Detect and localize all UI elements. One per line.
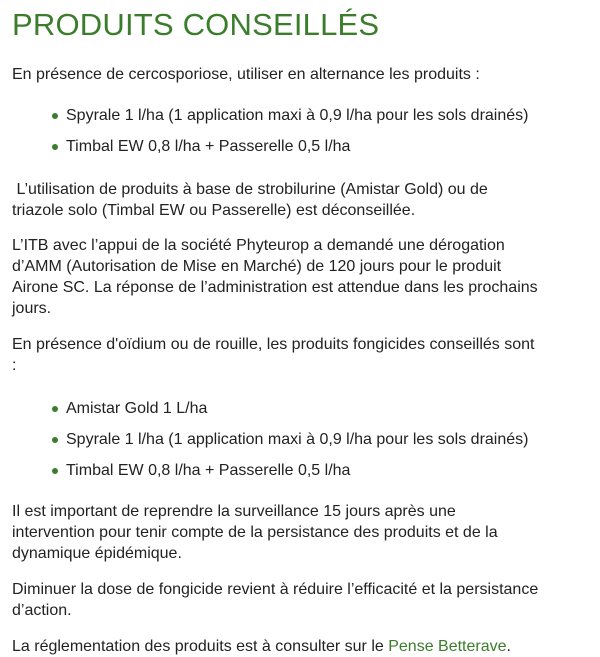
surveillance-paragraph — [12, 501, 592, 564]
bullet-dot-icon — [52, 406, 58, 412]
paragraph-line: Airone SC. La réponse de l’administration est attendue dans les prochains — [12, 279, 538, 296]
paragraph-line: jours. — [12, 300, 52, 317]
list-item-text: Amistar Gold 1 L/ha — [66, 400, 208, 417]
cercosporiose-product-list — [12, 105, 592, 167]
paragraph-line: d’action. — [12, 602, 72, 619]
list-item — [52, 136, 592, 167]
list-item-text: Timbal EW 0,8 l/ha + Passerelle 0,5 l/ha — [66, 462, 351, 479]
list-item — [52, 429, 592, 460]
strobilurine-paragraph — [12, 179, 592, 221]
itb-derogation-paragraph — [12, 235, 592, 319]
paragraph-line: Il est important de reprendre la surveillance 15 jours après une — [12, 503, 456, 520]
list-item-text: Timbal EW 0,8 l/ha + Passerelle 0,5 l/ha — [66, 138, 351, 155]
oidium-product-list — [12, 398, 592, 491]
paragraph-line: Diminuer la dose de fongicide revient à réduire l’efficacité et la persistance — [12, 581, 539, 598]
list-item-text: Spyrale 1 l/ha (1 application maxi à 0,9 l/ha pour les sols drainés) — [66, 431, 529, 448]
oidium-paragraph — [12, 334, 592, 376]
paragraph-line: L’utilisation de produits à base de strobilurine (Amistar Gold) ou de — [12, 181, 488, 198]
bullet-dot-icon — [52, 437, 58, 443]
list-item — [52, 460, 592, 491]
bullet-dot-icon — [52, 113, 58, 119]
page-title: PRODUITS CONSEILLÉS — [12, 7, 380, 42]
list-item — [52, 398, 592, 429]
dose-paragraph — [12, 579, 592, 621]
paragraph-line: intervention pour tenir compte de la persistance des produits et de la — [12, 524, 498, 541]
paragraph-line: dynamique épidémique. — [12, 545, 182, 562]
paragraph-line: En présence d'oïdium ou de rouille, les produits fongicides conseillés sont — [12, 336, 535, 353]
paragraph-line: : — [12, 357, 17, 374]
reglementation-paragraph — [12, 636, 592, 657]
paragraph-end: . — [506, 638, 511, 655]
intro-paragraph: En présence de cercosporiose, utiliser en alternance les produits : — [12, 66, 480, 83]
paragraph-line: triazole solo (Timbal EW ou Passerelle) est déconseillée. — [12, 202, 416, 219]
bullet-dot-icon — [52, 468, 58, 474]
paragraph-line: d’AMM (Autorisation de Mise en Marché) de 120 jours pour le produit — [12, 258, 502, 275]
bullet-dot-icon — [52, 144, 58, 150]
paragraph-text: La réglementation des produits est à consulter sur le — [12, 638, 389, 655]
article-content — [12, 0, 592, 657]
list-item — [52, 105, 592, 136]
paragraph-line: L’ITB avec l’appui de la société Phyteurop a demandé une dérogation — [12, 237, 505, 254]
list-item-text: Spyrale 1 l/ha (1 application maxi à 0,9 l/ha pour les sols drainés) — [66, 107, 529, 124]
pense-betterave-link[interactable]: Pense Betterave — [388, 638, 507, 655]
